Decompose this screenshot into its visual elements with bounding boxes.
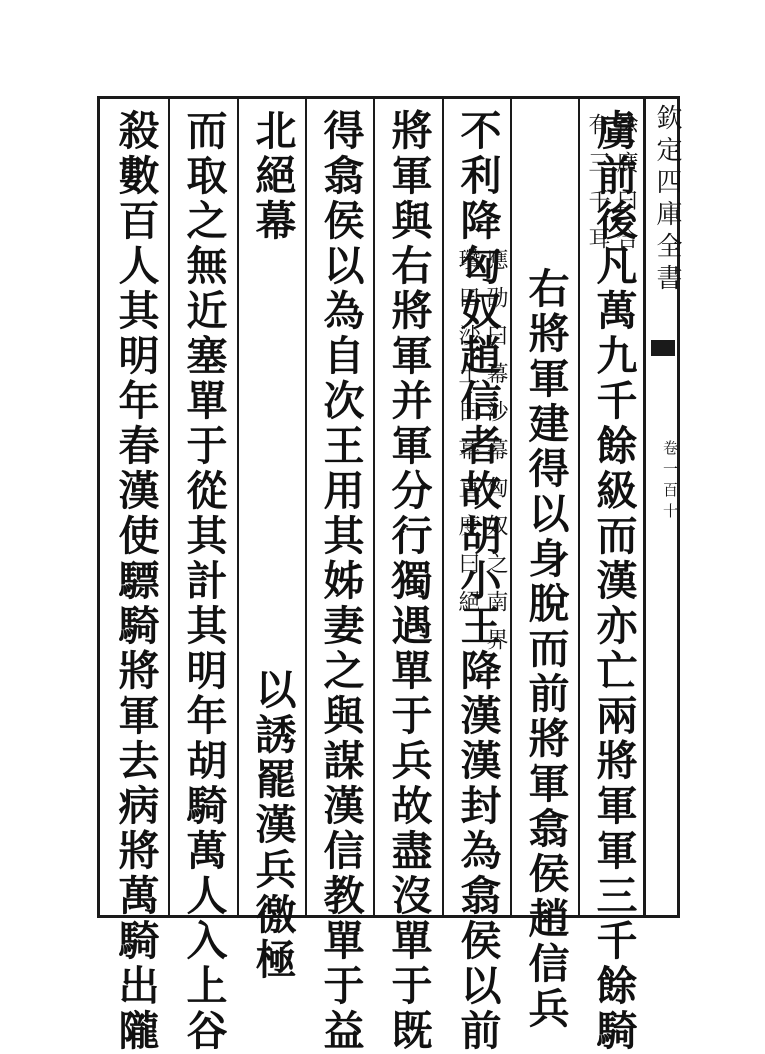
note-line: 應劭曰幕沙幕匈奴之南界 [483, 248, 508, 666]
text-frame [97, 96, 646, 1054]
text-column-8 [102, 109, 168, 1054]
fish-tail-mark [651, 340, 675, 356]
main-text: 不利降匈奴趙信者故胡小王降漢漢封為翕侯以前 [453, 109, 502, 1054]
main-text: 虜前後凡萬九千餘級而漢亦亡兩將軍軍三千餘騎 [589, 109, 638, 1054]
collection-title: 欽定四庫全書 [652, 104, 682, 296]
main-text: 以誘罷漢兵徼極 [248, 668, 297, 983]
text-column-7 [170, 109, 236, 1054]
note-line: 瓚曰沙土曰幕直度曰絕 [455, 248, 480, 628]
main-text: 北絕幕 [248, 109, 297, 244]
note-line: 徐廣曰合 [613, 113, 638, 265]
main-text: 右將軍建得以身脫而前將軍翕侯趙信兵 [521, 267, 570, 1032]
main-text: 殺數百人其明年春漢使驃騎將軍去病將萬騎出隴 [111, 109, 160, 1054]
note-line: 有三千耳 [585, 113, 610, 265]
main-text: 得翕侯以為自次王用其姊妻之與謀漢信教單于益 [316, 109, 365, 1054]
volume-number: 卷一百十 [661, 440, 679, 524]
main-text: 而取之無近塞單于從其計其明年胡騎萬人入上谷 [179, 109, 228, 1054]
main-text: 將軍與右將軍并軍分行獨遇單于兵故盡沒單于既 [384, 109, 433, 1054]
